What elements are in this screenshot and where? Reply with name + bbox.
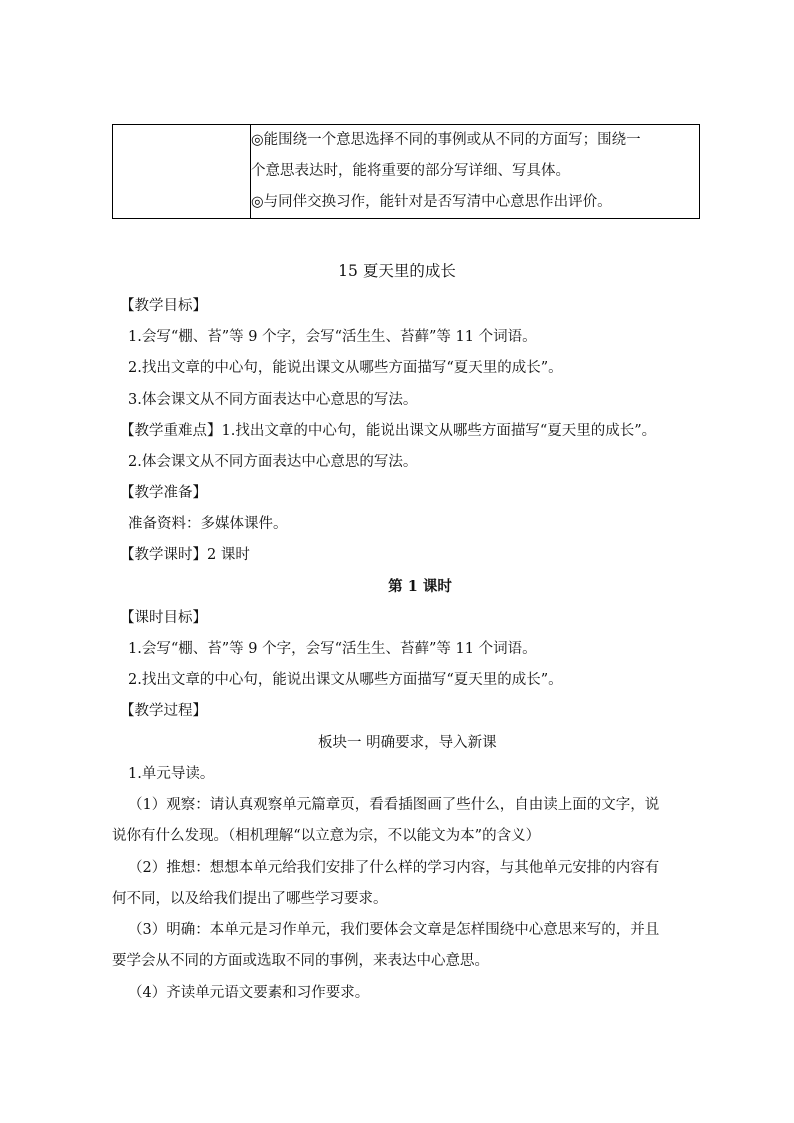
process-heading: 【教学过程】: [120, 703, 207, 719]
period-heading: 第 1 课时: [388, 578, 452, 595]
block-title: 板块一 明确要求，导入新课: [318, 735, 497, 751]
period-goals-heading: 【课时目标】: [120, 610, 207, 626]
process-step: （2）推想：想想本单元给我们安排了什么样的学习内容，与其他单元安排的内容有: [128, 860, 660, 876]
table-left-cell: [113, 125, 251, 219]
process-step: （1）观察：请认真观察单元篇章页，看看插图画了些什么，自由读上面的文字，说: [128, 797, 660, 813]
intro-step: 1.单元导读。: [128, 766, 215, 782]
key-points-item: 2.体会课文从不同方面表达中心意思的写法。: [128, 454, 418, 470]
process-step: 要学会从不同的方面或选取不同的事例，来表达中心意思。: [112, 953, 489, 969]
table-line: ◎与同伴交换习作，能针对是否写清中心意思作出评价。: [251, 194, 612, 210]
table-line: ◎能围绕一个意思选择不同的事例或从不同的方面写；围绕一: [251, 132, 641, 148]
period-goal-item: 1.会写“棚、苔”等 9 个字，会写“活生生、苔藓”等 11 个词语。: [128, 641, 537, 657]
process-step: （3）明确：本单元是习作单元，我们要体会文章是怎样围绕中心意思来写的，并且: [128, 922, 660, 938]
table-right-cell: [251, 125, 700, 219]
unit-goals-table: [112, 124, 700, 219]
process-step: 何不同，以及给我们提出了哪些学习要求。: [112, 891, 388, 907]
process-step: （4）齐读单元语文要素和习作要求。: [128, 985, 370, 1001]
objectives-heading: 【教学目标】: [120, 298, 207, 314]
objective-item: 3.体会课文从不同方面表达中心意思的写法。: [128, 392, 418, 408]
lesson-title: 15 夏天里的成长: [338, 262, 456, 280]
period-goal-item: 2.找出文章的中心句，能说出课文从哪些方面描写“夏天里的成长”。: [128, 672, 563, 688]
objective-item: 2.找出文章的中心句，能说出课文从哪些方面描写“夏天里的成长”。: [128, 360, 563, 376]
prep-text: 准备资料：多媒体课件。: [128, 516, 288, 532]
class-hours: 【教学课时】2 课时: [120, 547, 250, 563]
key-points-line: 【教学重难点】1.找出文章的中心句，能说出课文从哪些方面描写“夏天里的成长”。: [120, 423, 657, 439]
process-step: 说你有什么发现。（相机理解“以立意为宗，不以能文为本”的含义）: [112, 828, 541, 844]
objective-item: 1.会写“棚、苔”等 9 个字，会写“活生生、苔藓”等 11 个词语。: [128, 329, 537, 345]
table-line: 个意思表达时，能将重要的部分写详细、写具体。: [251, 163, 570, 179]
prep-heading: 【教学准备】: [120, 485, 207, 501]
